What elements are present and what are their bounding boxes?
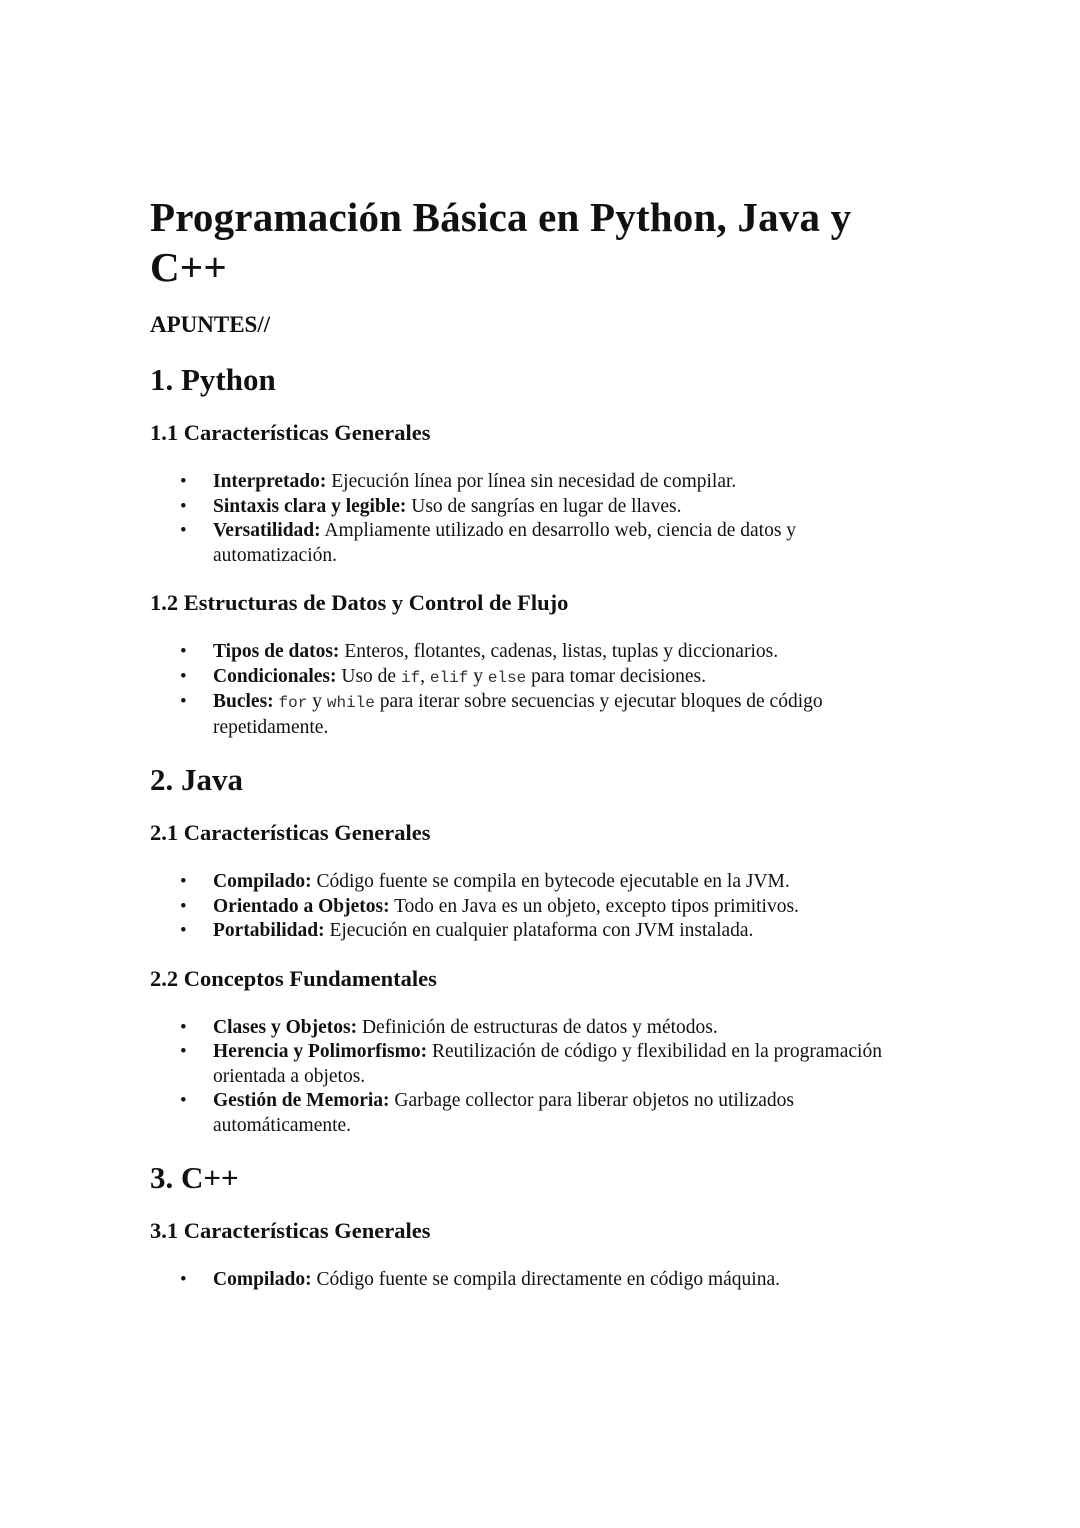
bullet-icon: •	[180, 520, 187, 541]
bullet-icon: •	[180, 871, 187, 892]
item-label: Tipos de datos:	[213, 641, 340, 662]
bullet-icon: •	[180, 1041, 187, 1062]
bullet-icon: •	[180, 495, 187, 517]
item-label: Portabilidad:	[213, 920, 325, 941]
code-keyword: for	[278, 694, 308, 712]
item-label: Versatilidad:	[213, 520, 321, 541]
list-item	[180, 519, 910, 568]
item-label: Sintaxis clara y legible:	[213, 495, 407, 517]
item-label: Compilado:	[213, 1269, 312, 1290]
bullet-list-python-structures	[150, 640, 910, 740]
bullet-list-cpp-features	[150, 1268, 910, 1293]
list-item	[180, 690, 910, 740]
item-text: Ejecución línea por línea sin necesidad de compilar.	[326, 471, 737, 492]
list-item	[180, 1040, 910, 1089]
list-item	[180, 1089, 910, 1138]
item-text: Todo en Java es un objeto, excepto tipos primitivos.	[389, 895, 799, 917]
list-item	[180, 919, 910, 944]
code-keyword: while	[326, 694, 375, 712]
code-keyword: elif	[429, 668, 469, 687]
item-text: Código fuente se compila directamente en código máquina.	[311, 1269, 780, 1290]
bullet-icon: •	[180, 1090, 187, 1111]
item-label: Compilado:	[213, 871, 312, 892]
bullet-icon: •	[180, 471, 187, 492]
list-item	[180, 1268, 910, 1293]
item-label: Interpretado:	[213, 471, 327, 492]
list-item	[180, 495, 910, 520]
list-item	[180, 895, 910, 920]
bullet-list-python-features	[150, 470, 910, 568]
list-item	[180, 1016, 910, 1041]
list-item	[180, 470, 910, 495]
item-text: Definición de estructuras de datos y métodos.	[357, 1016, 718, 1038]
subsection-heading-python-structures: 1.2 Estructuras de Datos y Control de Flujo	[150, 590, 569, 615]
subsection-heading-cpp-features: 3.1 Características Generales	[150, 1218, 431, 1243]
item-label: Orientado a Objetos:	[213, 895, 390, 917]
item-text: Reutilización de código y flexibilidad en la programación orientada a objetos.	[213, 1041, 882, 1087]
bullet-icon: •	[180, 920, 187, 941]
code-keyword: if	[400, 668, 421, 687]
item-text: Ampliamente utilizado en desarrollo web, ciencia de datos y automatización.	[213, 520, 797, 566]
section-heading-java: 2. Java	[150, 762, 243, 797]
item-text: Uso de sangrías en lugar de llaves.	[406, 495, 682, 517]
bullet-icon: •	[180, 665, 187, 687]
bullet-icon: •	[180, 1269, 187, 1290]
item-text: Ejecución en cualquier plataforma con JVM instalada.	[324, 920, 754, 941]
bullet-icon: •	[180, 641, 187, 662]
bullet-icon: •	[180, 691, 187, 712]
item-text: y	[307, 691, 327, 712]
item-text: para iterar sobre secuencias y ejecutar bloques de código repetidamente.	[213, 691, 823, 738]
item-label: Clases y Objetos:	[213, 1016, 358, 1038]
list-item	[180, 870, 910, 895]
subsection-heading-java-concepts: 2.2 Conceptos Fundamentales	[150, 965, 437, 991]
subsection-heading-java-features: 2.1 Características Generales	[150, 820, 431, 845]
item-text: Código fuente se compila en bytecode ejecutable en la JVM.	[311, 871, 790, 892]
bullet-icon: •	[180, 895, 187, 917]
item-label: Herencia y Polimorfismo:	[213, 1041, 428, 1062]
bullet-list-java-features	[150, 870, 910, 944]
item-text: y	[468, 665, 488, 687]
code-keyword: else	[487, 668, 527, 687]
item-label: Condicionales:	[213, 665, 337, 687]
item-text: Uso de	[336, 665, 401, 687]
bullet-list-java-concepts	[150, 1016, 910, 1139]
item-label: Gestión de Memoria:	[213, 1090, 390, 1111]
document-page	[150, 192, 910, 1313]
item-text: para tomar decisiones.	[526, 665, 706, 687]
item-text: Garbage collector para liberar objetos no utilizados automáticamente.	[213, 1090, 795, 1136]
section-heading-cpp: 3. C++	[150, 1160, 239, 1195]
subsection-heading-python-features: 1.1 Características Generales	[150, 420, 431, 445]
section-heading-python: 1. Python	[150, 362, 276, 397]
item-text: Enteros, flotantes, cadenas, listas, tuplas y diccionarios.	[339, 641, 779, 662]
item-text: ,	[420, 665, 430, 687]
document-subtitle: APUNTES//	[150, 312, 271, 337]
item-label: Bucles:	[213, 691, 274, 712]
list-item	[180, 640, 910, 665]
list-item	[180, 665, 910, 691]
document-title: Programación Básica en Python, Java y C++	[150, 194, 852, 290]
bullet-icon: •	[180, 1016, 187, 1038]
